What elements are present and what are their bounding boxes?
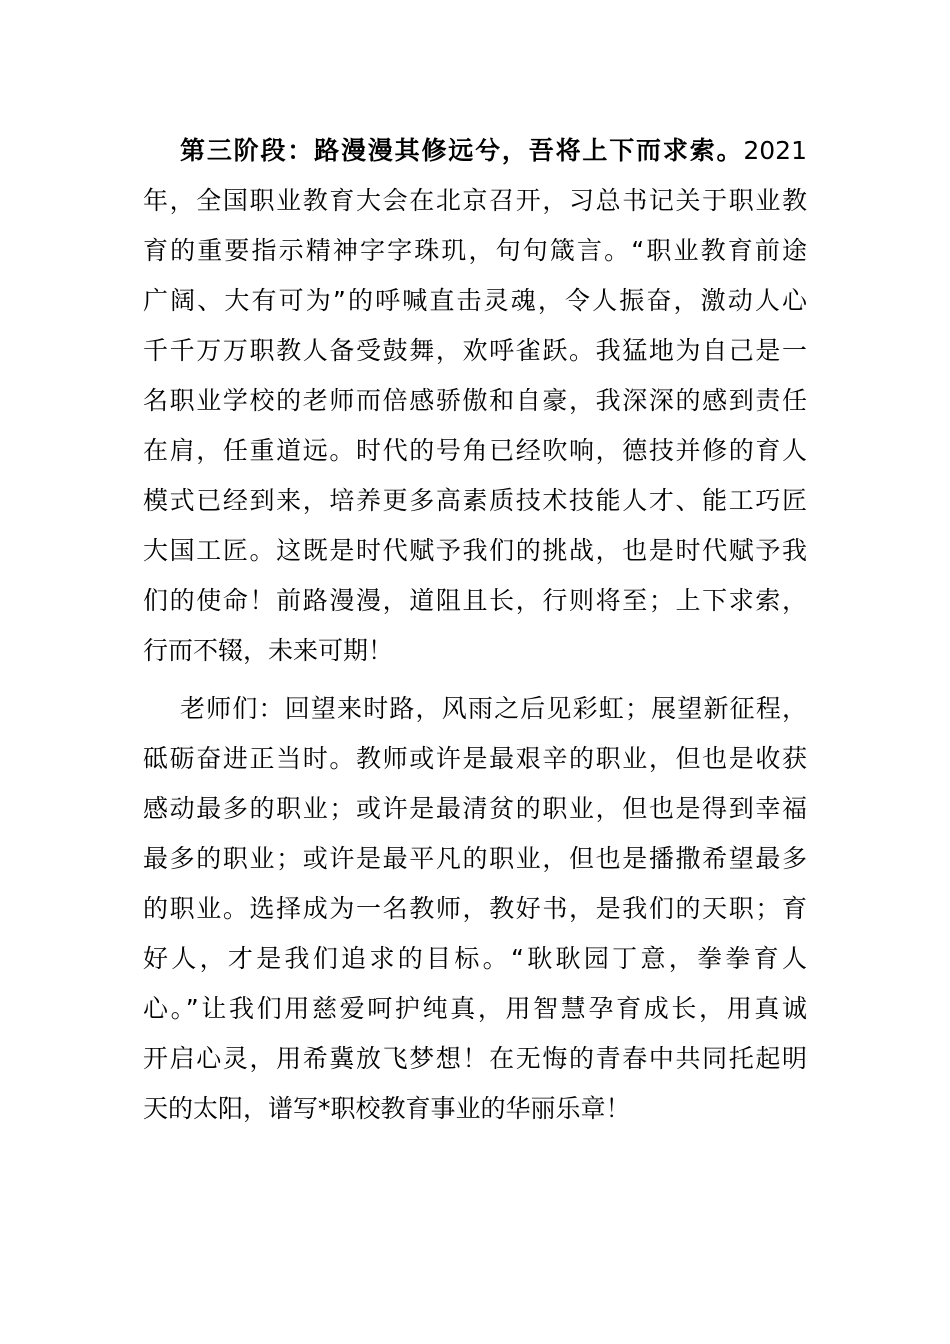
paragraph-line: 砥砺奋进正当时。教师或许是最艰辛的职业，但也是收获 <box>143 744 807 773</box>
paragraph-line: 名职业学校的老师而倍感骄傲和自豪，我深深的感到责任 <box>143 386 807 415</box>
paragraph-line: 模式已经到来，培养更多高素质技术技能人才、能工巧匠 <box>143 486 807 515</box>
paragraph-line: 在肩，任重道远。时代的号角已经吹响，德技并修的育人 <box>143 436 807 465</box>
paragraph-teachers <box>143 684 807 1134</box>
paragraph-line: 开启心灵，用希冀放飞梦想！在无悔的青春中共同托起明 <box>143 1044 807 1073</box>
paragraph-line: 感动最多的职业；或许是最清贫的职业，但也是得到幸福 <box>143 794 807 823</box>
stage-heading: 第三阶段：路漫漫其修远兮，吾将上下而求索。 <box>180 136 744 165</box>
paragraph-line: 好人，才是我们追求的目标。“耿耿园丁意，拳拳育人 <box>143 944 807 973</box>
paragraph-line: 们的使命！前路漫漫，道阻且长，行则将至；上下求索， <box>143 586 807 615</box>
paragraph-line: 天的太阳，谱写*职校教育事业的华丽乐章！ <box>143 1094 631 1123</box>
paragraph-line: 大国工匠。这既是时代赋予我们的挑战，也是时代赋予我 <box>143 536 807 565</box>
paragraph-line: 广阔、大有可为”的呼喊直击灵魂，令人振奋，激动人心 <box>143 286 807 315</box>
year-text: 2021 <box>743 136 807 165</box>
paragraph-spacer <box>143 676 807 684</box>
paragraph-line: 年，全国职业教育大会在北京召开，习总书记关于职业教 <box>143 186 807 215</box>
paragraph-line: 的职业。选择成为一名教师，教好书，是我们的天职；育 <box>143 894 807 923</box>
paragraph-line: 育的重要指示精神字字珠玑，句句箴言。“职业教育前途 <box>143 236 807 265</box>
paragraph-line: 最多的职业；或许是最平凡的职业，但也是播撒希望最多 <box>143 844 807 873</box>
paragraph-line: 行而不辍，未来可期！ <box>143 636 394 665</box>
paragraph-line: 心。”让我们用慈爱呵护纯真，用智慧孕育成长，用真诚 <box>143 994 807 1023</box>
paragraph-line <box>143 126 807 176</box>
document-body <box>143 126 807 1134</box>
paragraph-line: 老师们：回望来时路，风雨之后见彩虹；展望新征程， <box>180 694 807 723</box>
paragraph-stage-three <box>143 126 807 676</box>
paragraph-line: 千千万万职教人备受鼓舞，欢呼雀跃。我猛地为自己是一 <box>143 336 807 365</box>
